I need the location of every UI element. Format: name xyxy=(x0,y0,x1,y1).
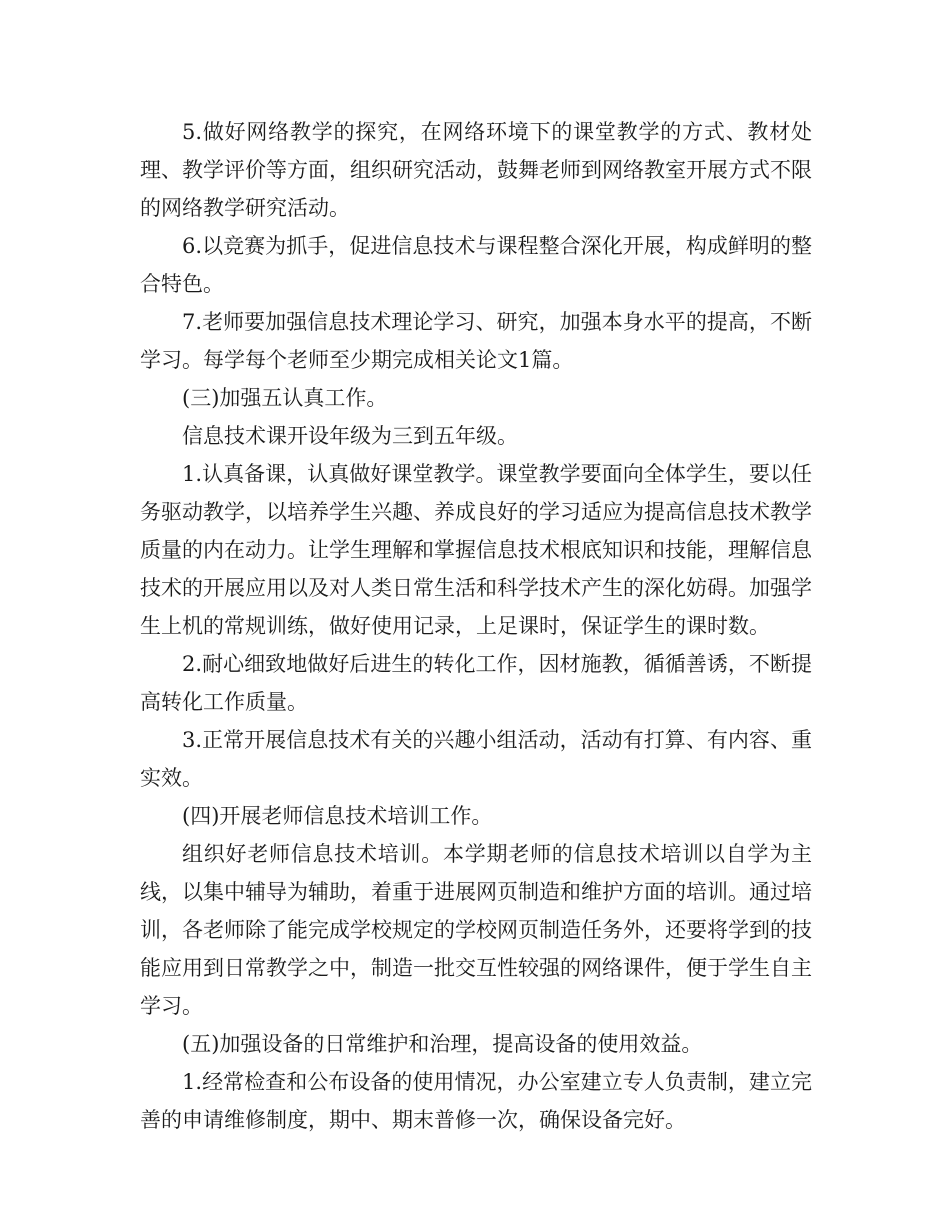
section-heading-5: (五)加强设备的日常维护和治理，提高设备的使用效益。 xyxy=(182,1032,703,1056)
paragraph-item-2-transformation: 2.耐心细致地做好后进生的转化工作，因材施教，循循善诱，不断提高转化工作质量。 xyxy=(140,652,812,714)
paragraph-item-1-equipment: 1.经常检查和公布设备的使用情况，办公室建立专人负责制，建立完善的申请维修制度，期中、期末普修一次，确保设备完好。 xyxy=(140,1070,812,1132)
paragraph-item-6: 6.以竞赛为抓手，促进信息技术与课程整合深化开展，构成鲜明的整合特色。 xyxy=(140,234,812,296)
paragraph-item-7: 7.老师要加强信息技术理论学习、研究，加强本身水平的提高，不断学习。每学每个老师至少期完成相关论文1篇。 xyxy=(140,310,812,372)
document-body xyxy=(140,113,812,1139)
paragraph-item-1-lesson-prep: 1.认真备课，认真做好课堂教学。课堂教学要面向全体学生，要以任务驱动教学，以培养学生兴趣、养成良好的学习适应为提高信息技术教学质量的内在动力。让学生理解和掌握信息技术根底知识和技能，理解信息技术的开展应用以及对人类日常生活和科学技术产生的深化妨碍。加强学生上机的常规训练，做好使用记录，上足课时，保证学生的课时数。 xyxy=(140,462,812,638)
paragraph-item-3-interest-group: 3.正常开展信息技术有关的兴趣小组活动，活动有打算、有内容、重实效。 xyxy=(140,728,812,790)
paragraph-teacher-training: 组织好老师信息技术培训。本学期老师的信息技术培训以自学为主线，以集中辅导为辅助，着重于进展网页制造和维护方面的培训。通过培训，各老师除了能完成学校规定的学校网页制造任务外，还要将学到的技能应用到日常教学之中，制造一批交互性较强的网络课件，便于学生自主学习。 xyxy=(140,842,812,1018)
section-heading-4: (四)开展老师信息技术培训工作。 xyxy=(182,804,493,828)
paragraph-item-5: 5.做好网络教学的探究，在网络环境下的课堂教学的方式、教材处理、教学评价等方面，组织研究活动，鼓舞老师到网络教室开展方式不限的网络教学研究活动。 xyxy=(140,120,812,220)
section-heading-3: (三)加强五认真工作。 xyxy=(182,386,388,410)
paragraph-grade-scope: 信息技术课开设年级为三到五年级。 xyxy=(182,424,518,448)
